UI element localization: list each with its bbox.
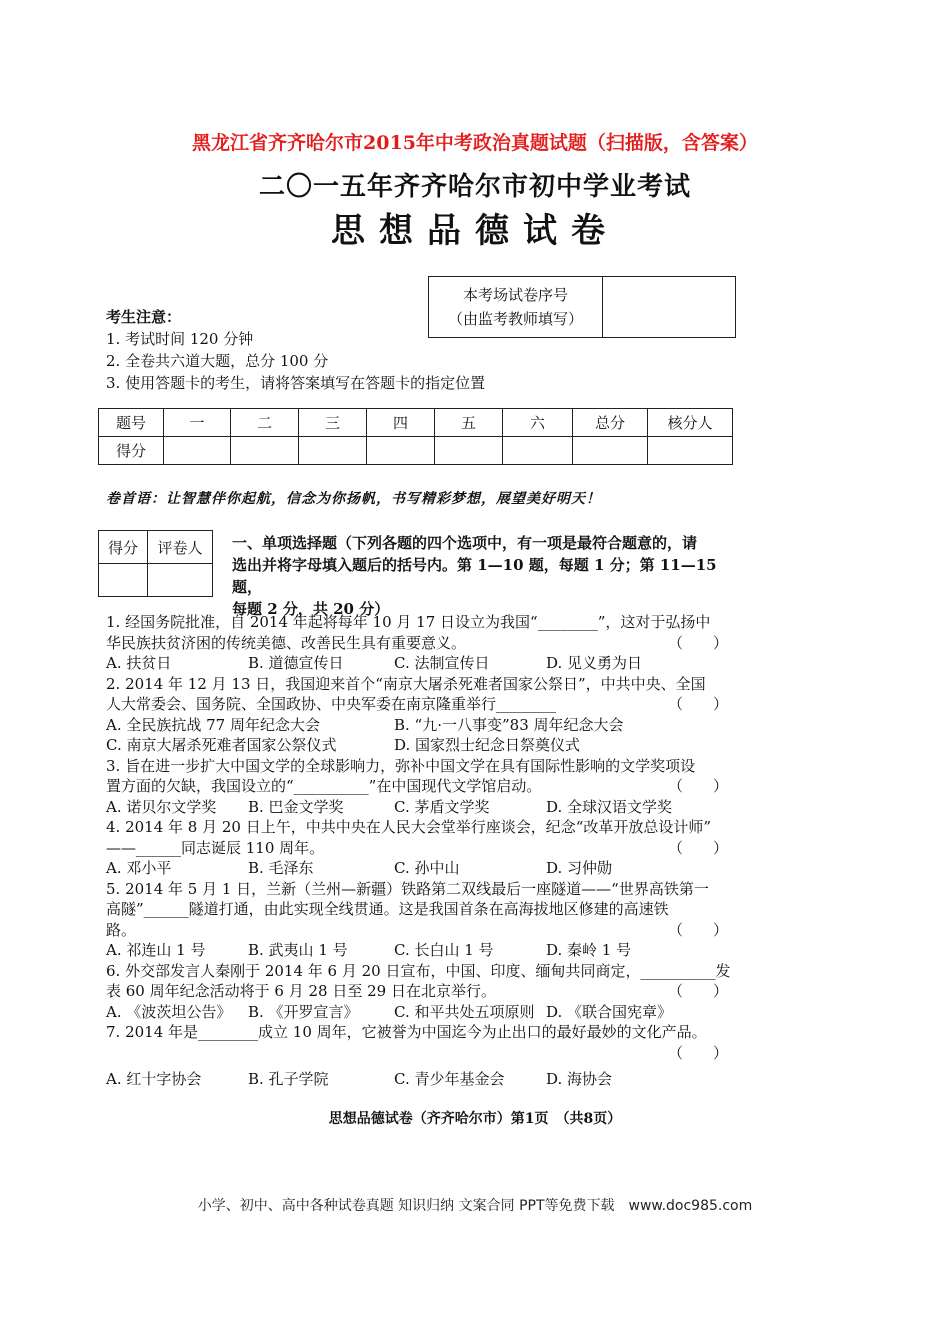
option: A. 扶贫日 — [106, 654, 172, 672]
preface-motto: 卷首语：让智慧伴你起航，信念为你扬帆，书写精彩梦想，展望美好明天！ — [106, 491, 601, 507]
question-stem-line: 高隧”______隧道打通，由此实现全线贯通。这是我国首条在高海拔地区修建的高速铁 — [106, 900, 669, 918]
answer-bracket: （ ） — [667, 695, 728, 713]
seat-number-label: 本考场试卷序号 （由监考教师填写） — [429, 277, 603, 337]
grader-table — [98, 530, 213, 597]
answer-bracket: （ ） — [667, 920, 728, 939]
question-stem-line: 5. 2014 年 5 月 1 日，兰新（兰州—新疆）铁路第二双线最后一座隧道——“世界高铁第一 — [106, 879, 709, 898]
answer-bracket: （ ） — [667, 838, 728, 857]
question-stem-line: 人大常委会、国务院、全国政协、中央军委在南京隆重举行________ （ ） — [106, 695, 728, 713]
answer-bracket: （ ） — [667, 982, 728, 1000]
option: B. “九·一八事变”83 周年纪念大会 — [394, 715, 624, 734]
score-header-cell: 六 — [503, 409, 573, 437]
option-row — [106, 858, 734, 879]
notice-item: 3. 使用答题卡的考生，请将答案填写在答题卡的指定位置 — [106, 374, 486, 392]
grader-score-label: 得分 — [99, 531, 148, 564]
option-row — [106, 940, 734, 961]
option: A. 红十字协会 — [106, 1070, 202, 1088]
option: A. 诺贝尔文学奖 — [106, 797, 217, 816]
score-cell — [435, 437, 503, 465]
option: A. 《波茨坦公告》 — [106, 1002, 232, 1021]
score-header-cell: 三 — [299, 409, 367, 437]
document-red-title: 黑龙江省齐齐哈尔市2015年中考政治真题试题（扫描版，含答案） — [192, 132, 758, 154]
question-item — [106, 879, 734, 961]
option: C. 孙中山 — [394, 859, 460, 877]
question-stem-line: 4. 2014 年 8 月 20 日上午，中共中央在人民大会堂举行座谈会，纪念“改革开放总设计师” — [106, 818, 712, 836]
score-cell — [503, 437, 573, 465]
option: D. 全球汉语文学奖 — [546, 797, 673, 816]
score-header-cell: 五 — [435, 409, 503, 437]
option: D. 海协会 — [546, 1070, 613, 1088]
grader-name-cell — [148, 564, 213, 597]
score-header-cell: 四 — [367, 409, 435, 437]
answer-bracket: （ ） — [667, 633, 728, 652]
question-stem-line: 6. 外交部发言人秦刚于 2014 年 6 月 20 日宣布，中国、印度、缅甸共同商定，__________发 — [106, 961, 731, 980]
score-header-cell: 一 — [164, 409, 231, 437]
option: B. 道德宣传日 — [248, 654, 344, 672]
option: A. 邓小平 — [106, 859, 172, 877]
score-header-cell: 题号 — [99, 409, 164, 437]
option-row — [106, 1069, 734, 1090]
question-stem-line: 2. 2014 年 12 月 13 日，我国迎来首个“南京大屠杀死难者国家公祭日”，中共中央、全国 — [106, 674, 706, 693]
score-row-label: 得分 — [99, 437, 164, 465]
score-header-cell: 总分 — [573, 409, 648, 437]
question-item — [106, 612, 734, 674]
question-stem-line: 1. 经国务院批准，自 2014 年起将每年 10 月 17 日设立为我国“________”，这对于弘扬中 — [106, 613, 711, 631]
option: C. 南京大屠杀死难者国家公祭仪式 — [106, 736, 337, 754]
option: A. 祁连山 1 号 — [106, 941, 206, 959]
option: D. 国家烈士纪念日祭奠仪式 — [394, 736, 581, 754]
notice-item: 1. 考试时间 120 分钟 — [106, 330, 254, 348]
option-row — [106, 735, 734, 756]
question-item — [106, 961, 734, 1023]
option: A. 全民族抗战 77 周年纪念大会 — [106, 715, 320, 734]
notice-heading: 考生注意： — [106, 308, 182, 326]
question-item — [106, 817, 734, 879]
option: D. 秦岭 1 号 — [546, 941, 632, 959]
score-table-row — [99, 437, 733, 465]
option: B. 武夷山 1 号 — [248, 941, 348, 959]
score-cell — [231, 437, 299, 465]
question-stem-line: ——______同志诞辰 110 周年。 （ ） — [106, 838, 728, 857]
question-list — [106, 612, 734, 1090]
option: D. 《联合国宪章》 — [546, 1002, 673, 1021]
section-heading: 一、单项选择题（下列各题的四个选项中，有一项是最符合题意的，请 选出并将字母填入题后的括号内。第 1—10 题，每题 1 分；第 11—15 题， 每题 2 分，共 20 分） — [232, 534, 717, 618]
option: B. 毛泽东 — [248, 859, 314, 877]
score-header-cell: 核分人 — [648, 409, 733, 437]
score-cell — [648, 437, 733, 465]
question-item — [106, 674, 734, 756]
seat-number-blank — [603, 277, 735, 337]
question-stem-line: 7. 2014 年是________成立 10 周年，它被誉为中国迄今为止出口的最好最妙的文化产品。 — [106, 1023, 707, 1041]
site-footer: 小学、初中、高中各种试卷真题 知识归纳 文案合同 PPT等免费下载 www.doc985.com — [197, 1198, 753, 1214]
exam-title: 二〇一五年齐齐哈尔市初中学业考试 — [258, 172, 691, 202]
paper-title: 思想品德试卷 — [331, 211, 619, 251]
notice-item: 2. 全卷共六道大题，总分 100 分 — [106, 352, 329, 370]
option: C. 青少年基金会 — [394, 1070, 505, 1088]
option: B. 孔子学院 — [248, 1070, 329, 1088]
score-header-cell: 二 — [231, 409, 299, 437]
score-table-header-row — [99, 409, 733, 437]
question-stem-line: 华民族扶贫济困的传统美德、改善民生具有重要意义。 （ ） — [106, 633, 728, 652]
answer-bracket: （ ） — [667, 777, 728, 795]
option: C. 法制宣传日 — [394, 654, 490, 672]
option-row — [106, 1002, 734, 1023]
question-stem-line: 路。 （ ） — [106, 920, 728, 939]
score-table — [98, 408, 733, 465]
grader-score-cell — [99, 564, 148, 597]
option-row — [106, 797, 734, 818]
question-stem-line: 3. 旨在进一步扩大中国文学的全球影响力，弥补中国文学在具有国际性影响的文学奖项设 — [106, 756, 696, 775]
question-item — [106, 756, 734, 818]
option-row — [106, 653, 734, 674]
score-cell — [299, 437, 367, 465]
answer-bracket: （ ） — [667, 1043, 728, 1062]
question-stem-line — [106, 1043, 734, 1064]
question-stem-line: 表 60 周年纪念活动将于 6 月 28 日至 29 日在北京举行。 （ ） — [106, 982, 728, 1000]
option-row — [106, 715, 734, 736]
question-stem-line: 置方面的欠缺，我国设立的“__________”在中国现代文学馆启动。 （ ） — [106, 777, 728, 795]
grader-name-label: 评卷人 — [148, 531, 213, 564]
option: C. 和平共处五项原则 — [394, 1002, 535, 1021]
option: B. 巴金文学奖 — [248, 797, 344, 816]
page-footer: 思想品德试卷（齐齐哈尔市）第1页 （共8页） — [328, 1111, 622, 1127]
score-cell — [164, 437, 231, 465]
option: D. 见义勇为日 — [546, 654, 643, 672]
score-cell — [573, 437, 648, 465]
option: C. 长白山 1 号 — [394, 941, 494, 959]
candidate-notice — [106, 306, 485, 394]
option: B. 《开罗宣言》 — [248, 1002, 359, 1021]
question-item — [106, 1022, 734, 1090]
option: D. 习仲勋 — [546, 859, 613, 877]
option: C. 茅盾文学奖 — [394, 797, 490, 816]
score-cell — [367, 437, 435, 465]
